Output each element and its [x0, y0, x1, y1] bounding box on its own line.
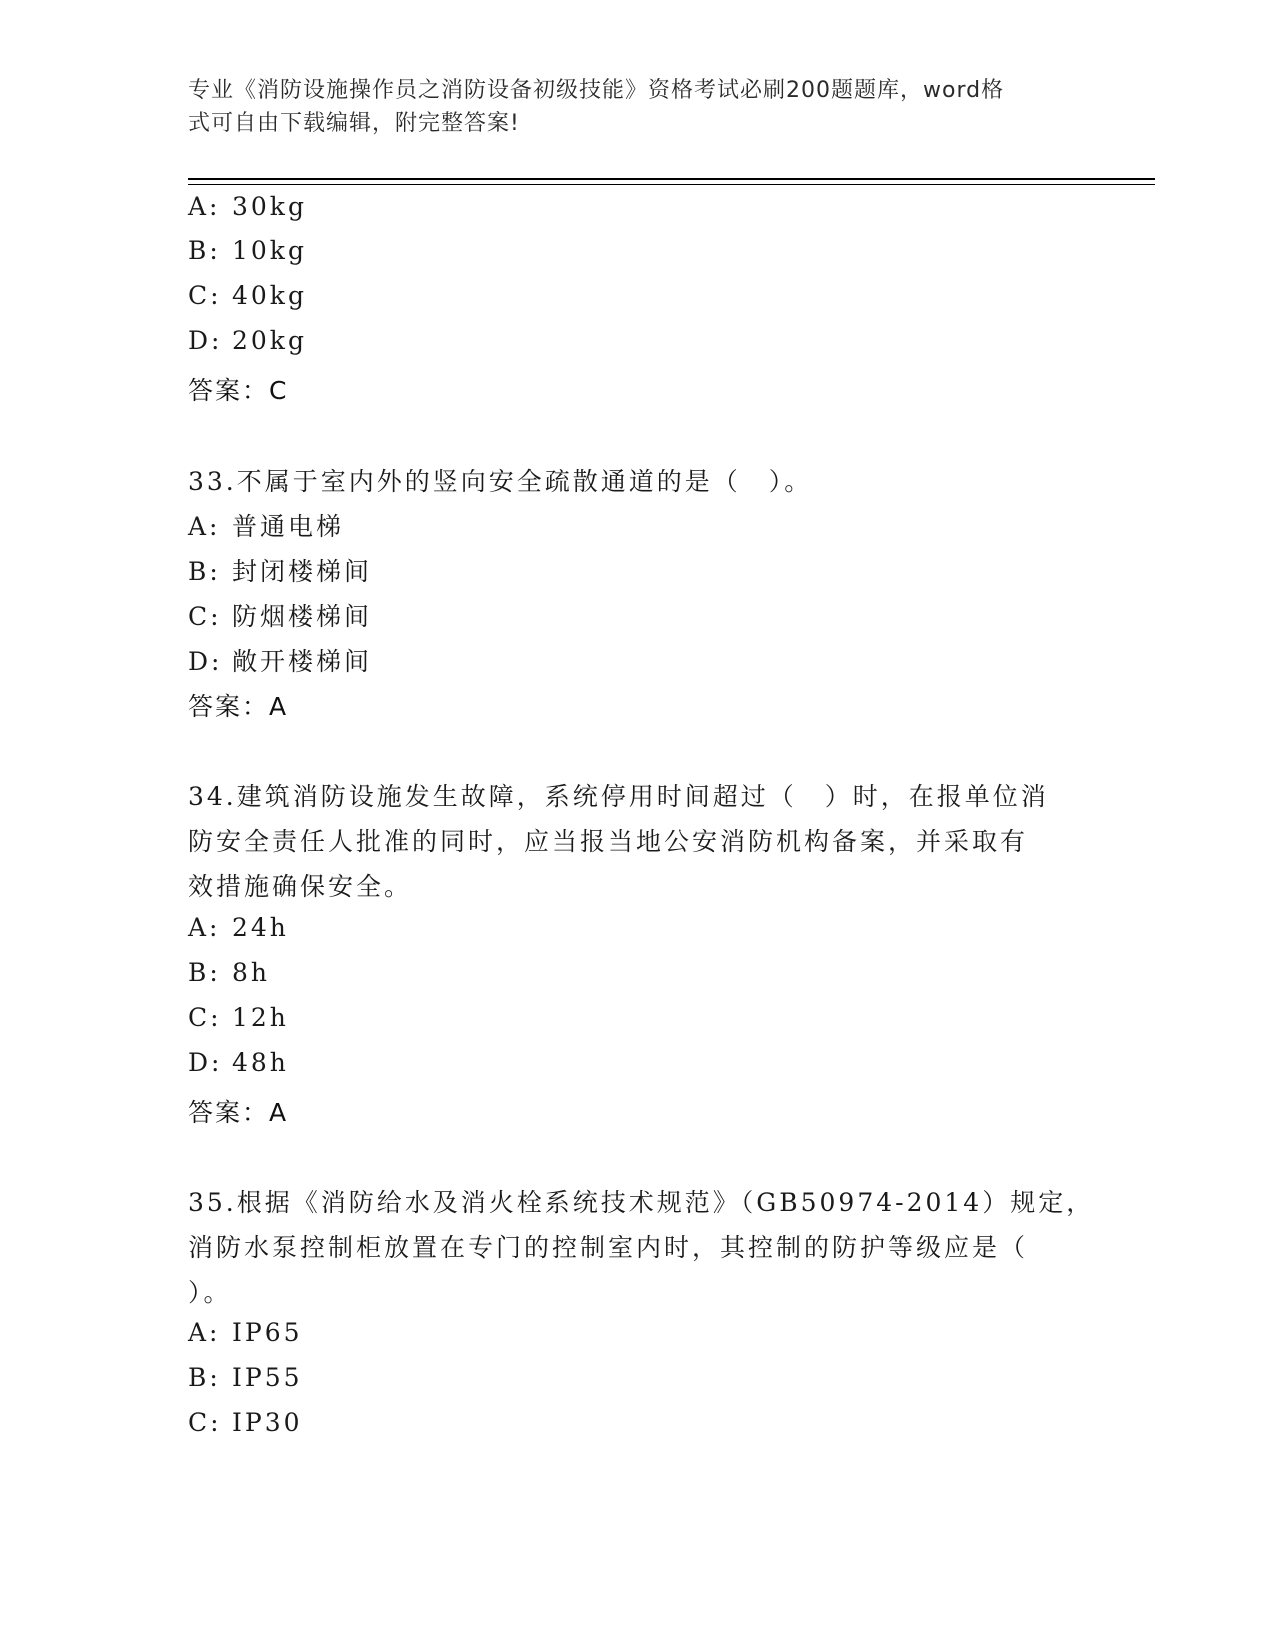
q32-option-b: B: 10kg: [188, 236, 307, 265]
q33-answer: 答案：A: [188, 692, 289, 721]
q32-option-c: C: 40kg: [188, 281, 307, 310]
q34-option-c: C: 12h: [188, 1003, 289, 1032]
q33-option-b: B: 封闭楼梯间: [188, 557, 373, 586]
q32-option-d: D: 20kg: [188, 326, 307, 355]
q34-stem-line-1: 34.建筑消防设施发生故障，系统停用时间超过（ ）时，在报单位消: [188, 782, 1049, 811]
header-divider-thick: [188, 178, 1155, 180]
q33-option-a: A: 普通电梯: [188, 512, 345, 541]
q33-option-c: C: 防烟楼梯间: [188, 602, 373, 631]
q34-option-a: A: 24h: [188, 913, 289, 942]
q35-option-c: C: IP30: [188, 1408, 303, 1437]
q34-option-b: B: 8h: [188, 958, 271, 987]
document-header: [188, 74, 1068, 140]
q34-answer: 答案：A: [188, 1098, 289, 1127]
header-line-1: 专业《消防设施操作员之消防设备初级技能》资格考试必刷200题题库，word格: [188, 78, 1005, 103]
q35-stem-line-3: ）。: [188, 1278, 232, 1307]
header-divider-thin: [188, 184, 1155, 185]
q34-stem-line-2: 防安全责任人批准的同时，应当报当地公安消防机构备案，并采取有: [188, 827, 1029, 856]
q32-option-a: A: 30kg: [188, 192, 307, 221]
q34-stem-line-3: 效措施确保安全。: [188, 872, 413, 901]
q35-option-a: A: IP65: [188, 1318, 303, 1347]
q35-option-b: B: IP55: [188, 1363, 303, 1392]
header-line-2: 式可自由下载编辑，附完整答案!: [188, 111, 520, 136]
q34-option-d: D: 48h: [188, 1048, 289, 1077]
q35-stem-line-1: 35.根据《消防给水及消火栓系统技术规范》（GB50974-2014）规定，: [188, 1188, 1095, 1217]
q33-stem: 33.不属于室内外的竖向安全疏散通道的是（ ）。: [188, 467, 813, 496]
q32-answer: 答案：C: [188, 376, 289, 405]
q35-stem-line-2: 消防水泵控制柜放置在专门的控制室内时，其控制的防护等级应是（: [188, 1233, 1029, 1262]
q33-option-d: D: 敞开楼梯间: [188, 647, 373, 676]
